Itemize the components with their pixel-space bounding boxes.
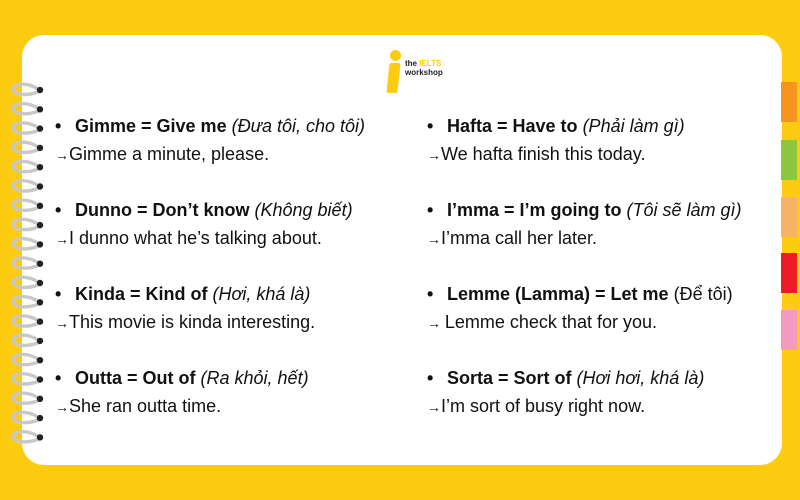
logo-i-dot <box>390 50 401 61</box>
spiral-ring <box>13 432 38 442</box>
binding-hole <box>37 338 43 344</box>
binding-hole <box>37 125 43 131</box>
example-text: I dunno what he’s talking about. <box>69 228 322 248</box>
spiral-ring <box>13 374 38 384</box>
entry-term: Kinda = Kind of <box>75 284 208 304</box>
entry-example <box>55 142 365 167</box>
vocab-entry-right-1 <box>427 114 685 167</box>
bullet-icon: • <box>427 200 434 220</box>
binding-hole <box>37 203 43 209</box>
entry-heading <box>55 282 315 306</box>
entry-term: Sorta = Sort of <box>447 368 572 388</box>
page-tab-peach <box>781 197 797 237</box>
page-tab-pink <box>781 310 797 350</box>
entry-example <box>427 142 685 167</box>
binding-hole <box>37 164 43 170</box>
example-text: Gimme a minute, please. <box>69 144 270 164</box>
example-text: Lemme check that for you. <box>444 312 657 332</box>
spiral-ring <box>13 123 38 133</box>
spiral-ring <box>13 354 38 364</box>
spiral-ring <box>13 181 38 191</box>
bullet-icon: • <box>55 368 62 388</box>
example-text: This movie is kinda interesting. <box>69 312 316 332</box>
ielts-workshop-logo <box>384 50 454 96</box>
vocab-entry-right-3 <box>427 282 733 335</box>
entry-example <box>55 394 309 419</box>
entry-heading <box>427 366 704 390</box>
entry-heading <box>427 114 685 138</box>
binding-hole <box>37 280 43 286</box>
arrow-icon: → <box>55 399 69 415</box>
binding-hole <box>37 357 43 363</box>
entry-translation: (Ra khỏi, hết) <box>200 368 309 388</box>
spiral-ring <box>13 335 38 345</box>
arrow-icon: → <box>55 147 69 163</box>
entry-translation: (Hơi hơi, khá là) <box>576 368 705 388</box>
spiral-ring <box>13 258 38 268</box>
entry-term: I’mma = I’m going to <box>447 200 622 220</box>
entry-translation: (Tôi sẽ làm gì) <box>626 200 742 220</box>
entry-translation: (Phải làm gì) <box>582 116 685 136</box>
page-tab-orange <box>781 82 797 122</box>
binding-hole <box>37 183 43 189</box>
binding-hole <box>37 241 43 247</box>
vocab-entry-left-1 <box>55 114 365 167</box>
vocab-entry-right-2 <box>427 198 742 251</box>
entry-example <box>427 310 733 335</box>
bullet-icon: • <box>55 116 62 136</box>
page-tab-red <box>781 253 797 293</box>
vocab-entry-left-2 <box>55 198 353 251</box>
arrow-icon: → <box>55 231 69 247</box>
bullet-icon: • <box>55 284 62 304</box>
spiral-ring <box>13 277 38 287</box>
spiral-ring <box>13 412 38 422</box>
entry-translation: (Không biết) <box>254 200 353 220</box>
arrow-icon: → <box>427 315 445 331</box>
example-text: I’mma call her later. <box>441 228 598 248</box>
entry-translation: (Hơi, khá là) <box>212 284 311 304</box>
spiral-ring <box>13 219 38 229</box>
vocab-entry-left-3 <box>55 282 315 335</box>
binding-hole <box>37 318 43 324</box>
entry-example <box>427 226 742 251</box>
logo-i-stem <box>386 63 400 93</box>
example-text: She ran outta time. <box>69 396 222 416</box>
bullet-icon: • <box>427 116 434 136</box>
spiral-ring <box>13 239 38 249</box>
arrow-icon: → <box>427 231 441 247</box>
entry-example <box>55 310 315 335</box>
entry-example <box>427 394 704 419</box>
binding-hole <box>37 415 43 421</box>
entry-term: Hafta = Have to <box>447 116 578 136</box>
entry-term: Gimme = Give me <box>75 116 227 136</box>
entry-heading <box>427 198 742 222</box>
spiral-binding <box>0 0 60 500</box>
arrow-icon: → <box>427 147 441 163</box>
page-tab-green <box>781 140 797 180</box>
binding-hole <box>37 261 43 267</box>
bullet-icon: • <box>55 200 62 220</box>
binding-hole <box>37 396 43 402</box>
spiral-ring <box>13 393 38 403</box>
entry-term: Dunno = Don’t know <box>75 200 250 220</box>
spiral-ring <box>13 161 38 171</box>
binding-hole <box>37 434 43 440</box>
entry-heading <box>55 114 365 138</box>
entry-term: Lemme (Lamma) = Let me <box>447 284 669 304</box>
arrow-icon: → <box>55 315 69 331</box>
bullet-icon: • <box>427 284 434 304</box>
entry-example <box>55 226 353 251</box>
binding-hole <box>37 87 43 93</box>
logo-text: the IELTS workshop <box>405 59 443 77</box>
spiral-ring <box>13 316 38 326</box>
spiral-ring <box>13 142 38 152</box>
binding-hole <box>37 299 43 305</box>
binding-hole <box>37 222 43 228</box>
entry-heading <box>55 366 309 390</box>
example-text: I’m sort of busy right now. <box>441 396 646 416</box>
binding-hole <box>37 376 43 382</box>
spiral-ring <box>13 200 38 210</box>
entry-heading <box>55 198 353 222</box>
arrow-icon: → <box>427 399 441 415</box>
entry-term: Outta = Out of <box>75 368 196 388</box>
entry-translation: (Đưa tôi, cho tôi) <box>231 116 366 136</box>
vocab-entry-left-4 <box>55 366 309 419</box>
vocab-entry-right-4 <box>427 366 704 419</box>
example-text: We hafta finish this today. <box>441 144 646 164</box>
bullet-icon: • <box>427 368 434 388</box>
entry-heading <box>427 282 733 306</box>
spiral-ring <box>13 84 38 94</box>
binding-hole <box>37 145 43 151</box>
binding-hole <box>37 106 43 112</box>
spiral-ring <box>13 104 38 114</box>
entry-translation: (Để tôi) <box>673 284 733 304</box>
spiral-ring <box>13 297 38 307</box>
